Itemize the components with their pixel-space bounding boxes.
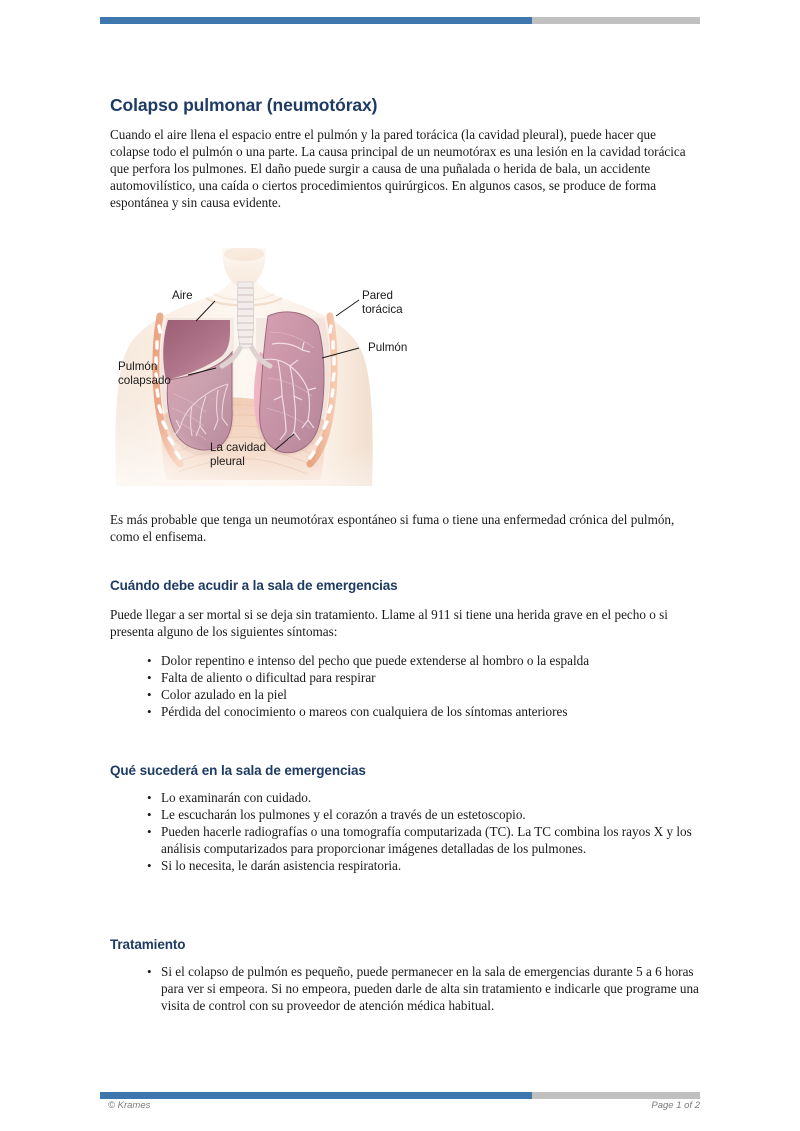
figure-label-collapsed-lung-line2: colapsado [118,374,171,387]
list-item: • Dolor repentino e intenso del pecho que puede extenderse al hombro o la espalda [147,652,707,669]
list-item: • Falta de aliento o dificultad para respirar [147,669,707,686]
list-item: • Color azulado en la piel [147,686,707,703]
footer-page-number: Page 1 of 2 [651,1100,700,1111]
footer-rule-blue-segment [100,1092,532,1099]
header-rule-grey-segment [532,17,700,24]
section-heading-when-to-go: Cuándo debe acudir a la sala de emergencias [110,578,398,593]
footer-copyright: © Krames [108,1100,151,1111]
section-heading-treatment: Tratamiento [110,937,186,952]
header-rule [100,17,700,24]
treatment-list [110,963,707,1014]
list-item: • Si el colapso de pulmón es pequeño, puede permanecer en la sala de emergencias durante 5 a 6 horas para ver si empeora. Si no empeora, pueden darle de alta sin tratamiento e indicarle que programe una visita de control con su proveedor de atención médica habitual. [147,963,707,1014]
list-item: • Pueden hacerle radiografías o una tomografía computarizada (TC). La TC combina los rayos X y los análisis computarizados para proporcionar imágenes detalladas de los pulmones. [147,823,703,857]
when-to-go-paragraph: Puede llegar a ser mortal si se deja sin tratamiento. Llame al 911 si tiene una herida grave en el pecho o si presenta alguno de los siguientes síntomas: [110,607,668,640]
figure-label-pleural-cavity-line2: pleural [210,455,245,468]
page-title: Colapso pulmonar (neumotórax) [110,95,378,115]
figure-label-chest-wall-line1: Pared [362,289,393,302]
figure-label-collapsed-lung-line1: Pulmón [118,360,158,373]
figure-label-pleural-cavity-line1: La cavidad [210,441,267,454]
header-rule-blue-segment [100,17,532,24]
list-item: • Lo examinarán con cuidado. [147,789,703,806]
intro-paragraph: Cuando el aire llena el espacio entre el pulmón y la pared torácica (la cavidad pleural), puede hacer que colapse todo el pulmón o una parte. La causa principal de un neumotórax es una lesión en la cavidad torácica que perfora los pulmones. El daño puede surgir a causa de una puñalada o herida de bala, un accidente automovilístico, una caída o ciertos procedimientos quirúrgicos. En algunos casos, se produce de forma espontánea y sin causa evidente. [110,127,686,211]
what-happens-list [110,789,703,874]
figure-label-lung: Pulmón [368,341,408,354]
list-item: • Si lo necesita, le darán asistencia respiratoria. [147,857,703,874]
list-item: • Pérdida del conocimiento o mareos con cualquiera de los síntomas anteriores [147,703,707,720]
risk-paragraph: Es más probable que tenga un neumotórax espontáneo si fuma o tiene una enfermedad crónica del pulmón, como el enfisema. [110,512,675,545]
lung-anatomy-illustration [110,248,460,504]
section-heading-what-happens: Qué sucederá en la sala de emergencias [110,763,366,778]
figure-label-air: Aire [172,289,193,302]
symptoms-list [110,652,707,720]
list-item: • Le escucharán los pulmones y el corazón a través de un estetoscopio. [147,806,703,823]
footer-rule-grey-segment [532,1092,700,1099]
footer-rule [100,1092,700,1099]
figure-label-chest-wall-line2: torácica [362,303,403,316]
